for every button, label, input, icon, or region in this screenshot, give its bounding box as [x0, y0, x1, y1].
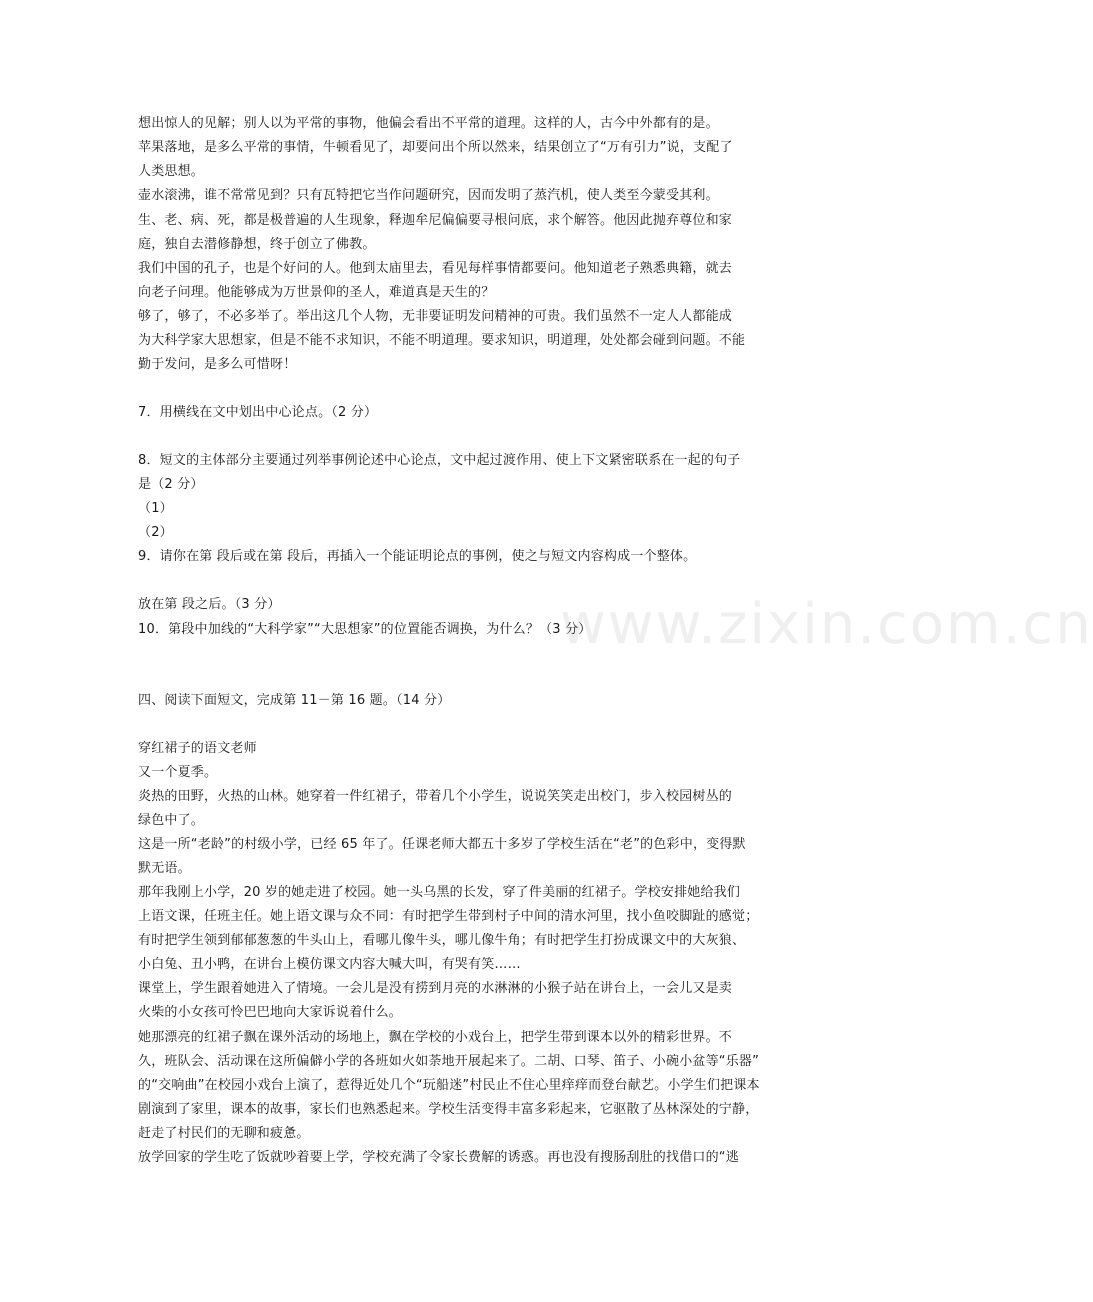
text-line: 火柴的小女孩可怜巴巴地向大家诉说着什么。 — [138, 1005, 403, 1020]
text-line: 放学回家的学生吃了饭就吵着要上学，学校充满了令家长费解的诱惑。再也没有搜肠刮肚的找借口的“逃 — [138, 1150, 739, 1165]
text-line: 久，班队会、活动课在这所偏僻小学的各班如火如荼地开展起来了。二胡、口琴、笛子、小碗小盆等“乐器” — [138, 1054, 760, 1069]
text-line: 人类思想。 — [138, 164, 205, 179]
text-line: 放在第 段之后。（3 分） — [138, 597, 281, 612]
text-line: 上语文课，任班主任。她上语文课与众不同：有时把学生带到村子中间的清水河里，找小鱼咬脚趾的感觉； — [138, 909, 759, 924]
text-line: 为大科学家大思想家，但是不能不求知识，不能不明道理。要求知识，明道理，处处都会碰到问题。不能 — [138, 333, 746, 348]
watermark: www.zixin.com.cn — [560, 592, 1093, 657]
question-8: 8．短文的主体部分主要通过列举事例论述中心论点，文中起过渡作用、使上下文紧密联系在一起的句子 — [138, 453, 741, 468]
text-line: 我们中国的孔子，也是个好问的人。他到太庙里去，看见每样事情都要问。他知道老子熟悉典籍，就去 — [138, 261, 733, 276]
section-four-heading: 四、阅读下面短文，完成第 11－第 16 题。（14 分） — [138, 693, 451, 708]
text-line: 有时把学生领到郁郁葱葱的牛头山上，看哪儿像牛头，哪儿像牛角；有时把学生打扮成课文中的大灰狼、 — [138, 933, 746, 948]
answer-blank-1: （1） — [138, 501, 173, 516]
text-line: 剧演到了家里，课本的故事，家长们也熟悉起来。学校生活变得丰富多彩起来，它驱散了丛林深处的宁静， — [138, 1102, 759, 1117]
text-line: 是（2 分） — [138, 477, 204, 492]
text-line: 那年我刚上小学，20 岁的她走进了校园。她一头乌黑的长发，穿了件美丽的红裙子。学校安排她给我们 — [138, 885, 741, 900]
text-line: 勤于发问，是多么可惜呀！ — [138, 357, 297, 372]
text-line: 绿色中了。 — [138, 813, 205, 828]
text-line: 默无语。 — [138, 861, 191, 876]
text-line: 这是一所“老龄”的村级小学，已经 65 年了。任课老师大都五十多岁了学校生活在“老”的色彩中，变得默 — [138, 837, 746, 852]
question-9: 9．请你在第 段后或在第 段后，再插入一个能证明论点的事例，使之与短文内容构成一个整体。 — [138, 549, 697, 564]
text-line: 够了，够了，不必多举了。举出这几个人物，无非要证明发问精神的可贵。我们虽然不一定人人都能成 — [138, 309, 733, 324]
answer-blank-2: （2） — [138, 525, 173, 540]
text-line: 向老子问理。他能够成为万世景仰的圣人，难道真是天生的？ — [138, 285, 495, 300]
text-line: 课堂上，学生跟着她进入了情境。一会儿是没有捞到月亮的水淋淋的小猴子站在讲台上，一会儿又是卖 — [138, 981, 733, 996]
text-line: 赶走了村民们的无聊和疲惫。 — [138, 1126, 310, 1141]
text-line: 苹果落地，是多么平常的事情，牛顿看见了，却要问出个所以然来，结果创立了“万有引力”说，支配了 — [138, 140, 733, 155]
text-line: 小白兔、丑小鸭，在讲台上模仿课文内容大喊大叫，有哭有笑…… — [138, 957, 521, 972]
story-title: 穿红裙子的语文老师 — [138, 741, 257, 756]
question-10: 10．第段中加线的“大科学家”“大思想家”的位置能否调换，为什么？（3 分） — [138, 622, 592, 637]
text-line: 庭，独自去潜修静想，终于创立了佛教。 — [138, 237, 376, 252]
text-line: 她那漂亮的红裙子飘在课外活动的场地上，飘在学校的小戏台上，把学生带到课本以外的精彩世界。不 — [138, 1030, 733, 1045]
text-line: 又一个夏季。 — [138, 765, 218, 780]
text-line: 想出惊人的见解；别人以为平常的事物，他偏会看出不平常的道理。这样的人，古今中外都有的是。 — [138, 116, 719, 131]
text-line: 生、老、病、死，都是极普遍的人生现象，释迦牟尼偏偏要寻根问底，求个解答。他因此抛弃尊位和家 — [138, 213, 733, 228]
text-line: 的“交响曲”在校园小戏台上演了，惹得近处几个“玩船迷”村民止不住心里痒痒而登台献艺。小学生们把课本 — [138, 1078, 760, 1093]
question-7: 7．用横线在文中划出中心论点。（2 分） — [138, 405, 378, 420]
text-line: 炎热的田野，火热的山林。她穿着一件红裙子，带着几个小学生，说说笑笑走出校门，步入校园树丛的 — [138, 789, 733, 804]
text-line: 壶水滚沸，谁不常常见到？只有瓦特把它当作问题研究，因而发明了蒸汽机，使人类至今蒙受其利。 — [138, 188, 719, 203]
